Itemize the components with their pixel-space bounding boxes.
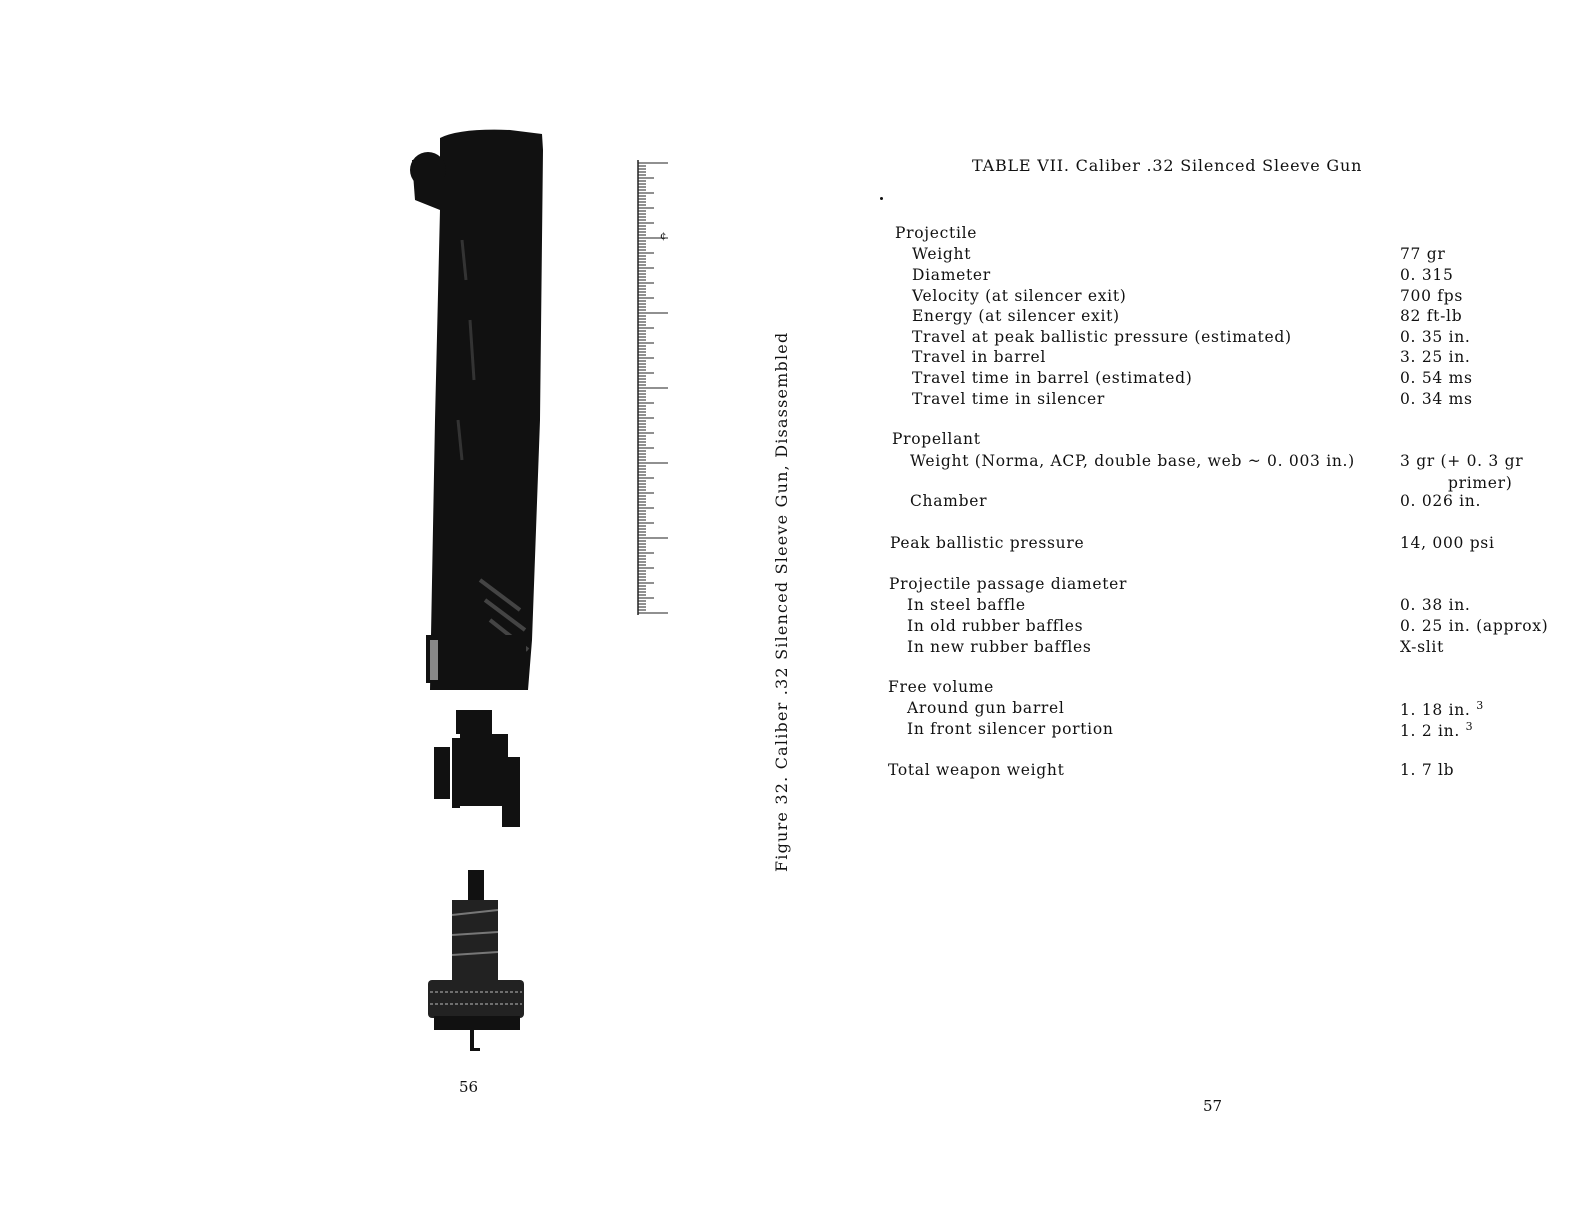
row-value: 0. 315 bbox=[1400, 266, 1454, 284]
value-text: 1. 2 in. bbox=[1400, 722, 1460, 741]
row-value-continuation: primer) bbox=[1448, 474, 1513, 492]
row-label: Travel time in barrel (estimated) bbox=[912, 369, 1193, 387]
row-label: Chamber bbox=[910, 492, 988, 510]
row-label: Travel at peak ballistic pressure (estimated) bbox=[912, 328, 1292, 346]
row-label: Velocity (at silencer exit) bbox=[912, 287, 1127, 305]
ruler-label: ¢ bbox=[660, 231, 667, 242]
value-exponent: 3 bbox=[1476, 699, 1484, 712]
row-label: Weight bbox=[912, 245, 972, 263]
row-label: In old rubber baffles bbox=[907, 617, 1084, 635]
row-value: 700 fps bbox=[1400, 287, 1464, 305]
row-value: 3 gr (+ 0. 3 gr bbox=[1400, 452, 1524, 470]
row-value: 0. 35 in. bbox=[1400, 328, 1471, 346]
row-value: 0. 026 in. bbox=[1400, 492, 1482, 510]
section-heading-projectile: Projectile bbox=[895, 224, 978, 242]
row-label: Around gun barrel bbox=[907, 699, 1065, 717]
row-label: Weight (Norma, ACP, double base, web ~ 0. 003 in.) bbox=[910, 452, 1355, 470]
row-value: 82 ft-lb bbox=[1400, 307, 1463, 325]
measuring-ruler bbox=[620, 155, 680, 630]
stray-mark bbox=[880, 197, 883, 200]
row-value bbox=[1400, 720, 1473, 740]
page-number-right: 57 bbox=[1203, 1097, 1223, 1115]
row-label: In steel baffle bbox=[907, 596, 1026, 614]
page-number-left: 56 bbox=[459, 1078, 479, 1096]
section-heading-passage-diameter: Projectile passage diameter bbox=[889, 575, 1128, 593]
row-value: 3. 25 in. bbox=[1400, 348, 1471, 366]
row-label: Energy (at silencer exit) bbox=[912, 307, 1120, 325]
row-label: Diameter bbox=[912, 266, 991, 284]
row-value: 14, 000 psi bbox=[1400, 534, 1495, 552]
value-exponent: 3 bbox=[1465, 720, 1474, 733]
row-value: 0. 25 in. (approx) bbox=[1400, 617, 1549, 635]
row-label: Travel time in silencer bbox=[912, 390, 1106, 408]
section-heading-propellant: Propellant bbox=[892, 430, 981, 448]
row-value: 0. 54 ms bbox=[1400, 369, 1473, 387]
row-value: 1. 7 lb bbox=[1400, 761, 1455, 779]
row-value: 0. 38 in. bbox=[1400, 596, 1471, 614]
row-value: X-slit bbox=[1400, 638, 1445, 656]
value-text: 1. 18 in. bbox=[1400, 701, 1471, 720]
table-title: TABLE VII. Caliber .32 Silenced Sleeve Gun bbox=[972, 156, 1363, 175]
disassembled-gun-photo bbox=[400, 120, 570, 1070]
figure-caption: Figure 32. Caliber .32 Silenced Sleeve Gun, Disassembled bbox=[772, 331, 791, 872]
section-heading-free-volume: Free volume bbox=[888, 678, 995, 696]
section-heading-peak-pressure: Peak ballistic pressure bbox=[890, 534, 1085, 552]
row-label: In new rubber baffles bbox=[907, 638, 1092, 656]
row-value: 0. 34 ms bbox=[1400, 390, 1473, 408]
row-label: In front silencer portion bbox=[907, 720, 1114, 738]
row-value bbox=[1400, 699, 1484, 719]
row-value: 77 gr bbox=[1400, 245, 1446, 263]
row-label: Travel in barrel bbox=[912, 348, 1046, 366]
section-heading-total-weight: Total weapon weight bbox=[888, 761, 1065, 779]
